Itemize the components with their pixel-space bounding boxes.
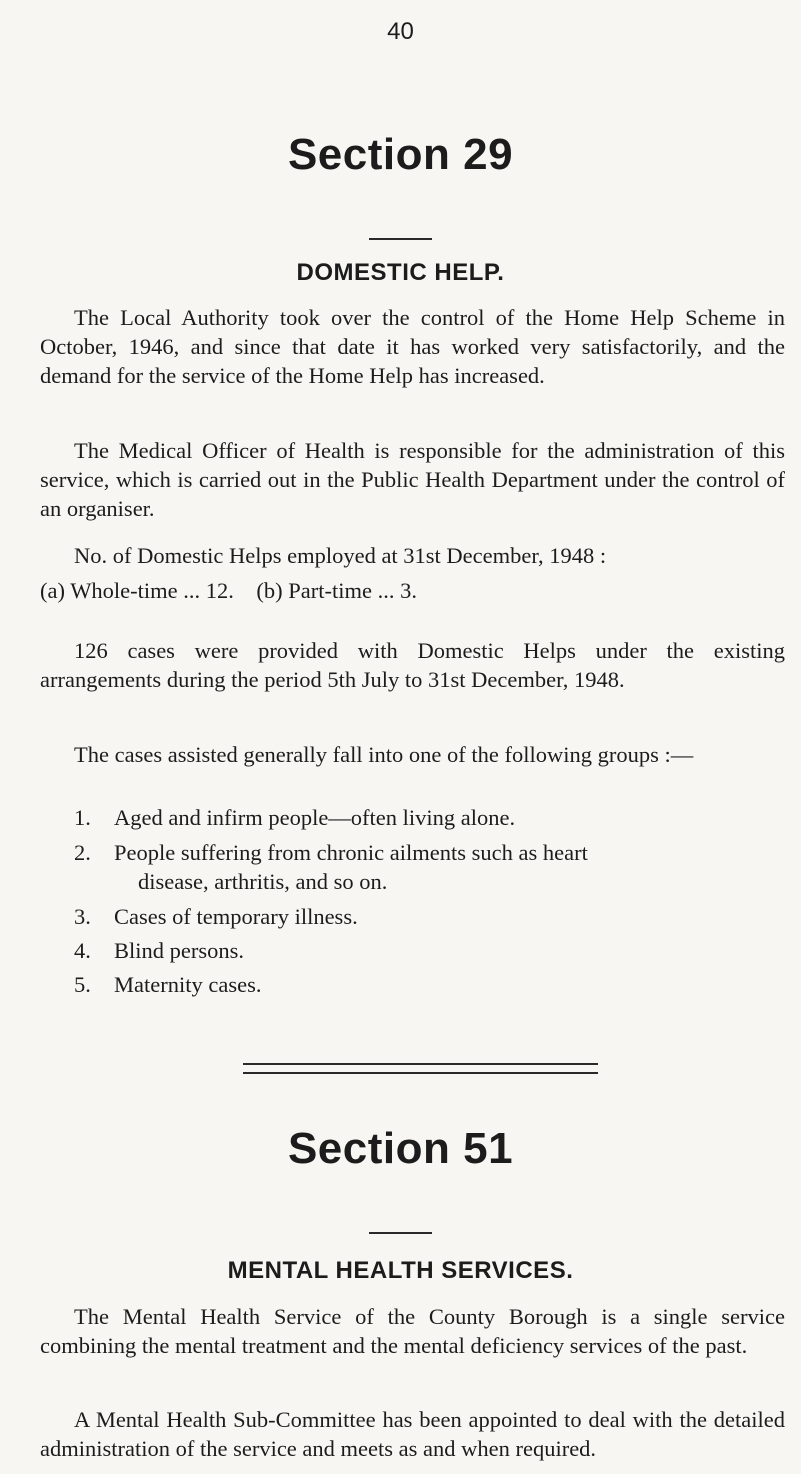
section-divider <box>243 1063 598 1074</box>
list-item-text: Blind persons. <box>114 938 245 963</box>
section-29-groups-intro: The cases assisted generally fall into one of the following groups :— <box>74 742 694 767</box>
section-51-title: Section 51 <box>287 1124 514 1173</box>
list-item-text: Cases of temporary illness. <box>114 904 358 929</box>
employed-count-line: No. of Domestic Helps employed at 31st December, 1948 : <box>74 543 607 568</box>
section-51-paragraph-1: The Mental Health Service of the County Borough is a single service combining the mental treatment and the mental deficiency services of the past. <box>40 1304 785 1358</box>
section-29-paragraph-1: The Local Authority took over the control of the Home Help Scheme in October, 1946, and since that date it has worked very satisfactorily, and the demand for the service of the Home Help has increased. <box>40 305 785 388</box>
list-item-text: Maternity cases. <box>114 972 262 997</box>
list-item-number: 4. <box>74 938 91 963</box>
section-29-rule <box>369 238 432 240</box>
section-29-paragraph-2: The Medical Officer of Health is responsible for the administration of this service, which is carried out in the Public Health Department under the control of an organiser. <box>40 438 785 521</box>
list-item-number: 2. <box>74 840 91 865</box>
list-item-text-continuation: disease, arthritis, and so on. <box>138 869 388 894</box>
section-29-cases-paragraph: 126 cases were provided with Domestic Helps under the existing arrangements during the period 5th July to 31st December, 1948. <box>40 638 785 692</box>
employed-count-detail: (a) Whole-time ... 12. (b) Part-time ... 3. <box>40 578 417 603</box>
section-51-paragraph-2: A Mental Health Sub-Committee has been appointed to deal with the detailed administration of the service and meets as and when required. <box>40 1407 785 1461</box>
list-item-number: 1. <box>74 805 91 830</box>
section-29-heading: DOMESTIC HELP. <box>296 259 505 286</box>
list-item-number: 5. <box>74 972 91 997</box>
section-51-heading: MENTAL HEALTH SERVICES. <box>227 1257 574 1284</box>
section-51-rule <box>369 1232 432 1234</box>
section-29-title: Section 29 <box>287 130 514 179</box>
list-item-text: Aged and infirm people—often living alone. <box>114 805 516 830</box>
list-item-text: People suffering from chronic ailments such as heart <box>114 840 588 865</box>
page-number: 40 <box>387 18 414 45</box>
list-item-number: 3. <box>74 904 91 929</box>
